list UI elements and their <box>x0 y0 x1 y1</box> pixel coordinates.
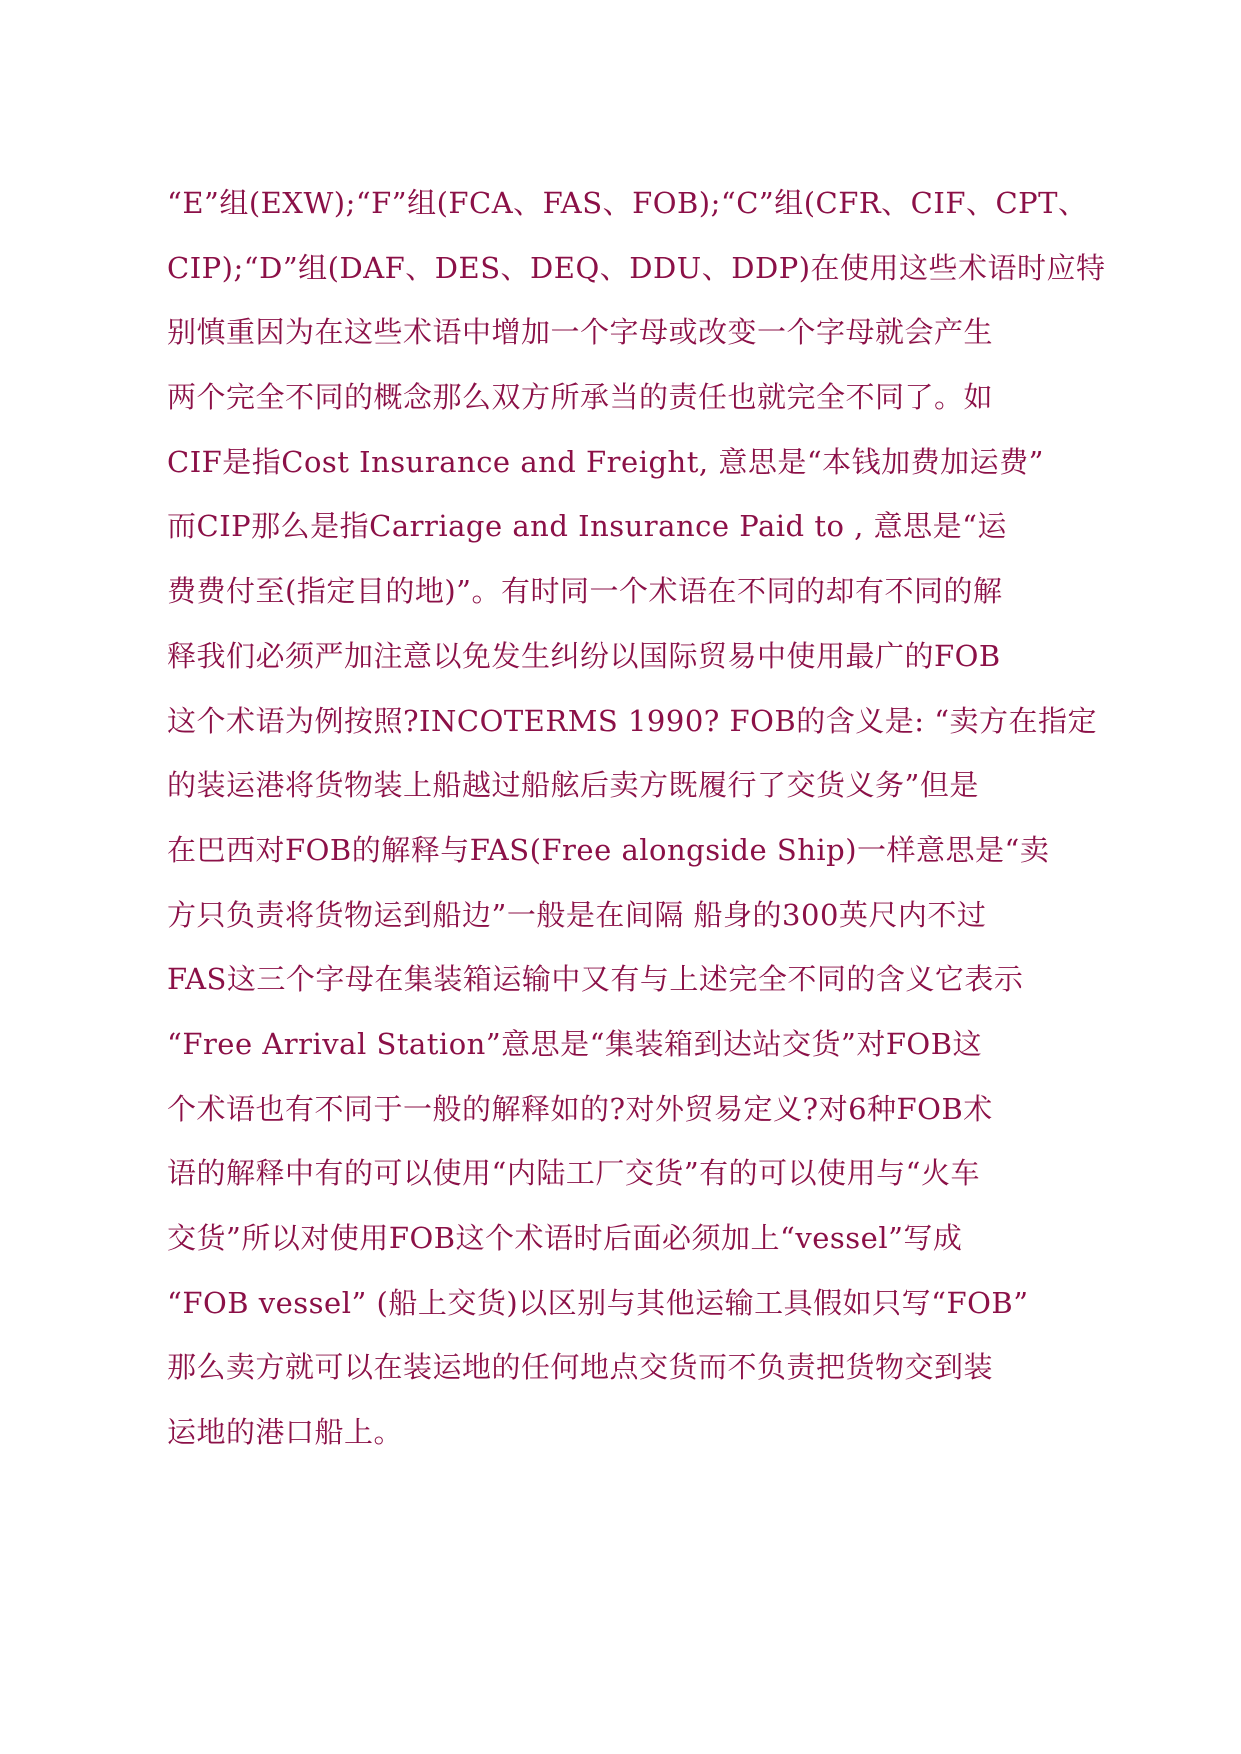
text-line: 这个术语为例按照?INCOTERMS 1990? FOB的含义是: “卖方在指定 <box>167 703 1098 738</box>
text-line: “Free Arrival Station”意思是“集装箱到达站交货”对FOB这 <box>167 1026 983 1061</box>
text-line: 个术语也有不同于一般的解释如的?对外贸易定义?对6种FOB术 <box>167 1091 993 1126</box>
text-line: CIF是指Cost Insurance and Freight, 意思是“本钱加费加运费” <box>167 444 1044 479</box>
text-line: “E”组(EXW);“F”组(FCA、FAS、FOB);“C”组(CFR、CIF、CPT、 <box>167 186 1088 220</box>
text-line: 语的解释中有的可以使用“内陆工厂交货”有的可以使用与“火车 <box>167 1156 980 1191</box>
text-line: CIP);“D”组(DAF、DES、DEQ、DDU、DDP)在使用这些术语时应特 <box>167 250 1106 285</box>
text-line: 运地的港口船上。 <box>167 1415 404 1450</box>
text-line: 别慎重因为在这些术语中增加一个字母或改变一个字母就会产生 <box>167 315 994 350</box>
text-line: “FOB vessel” (船上交货)以区别与其他运输工具假如只写“FOB” <box>167 1285 1029 1320</box>
text-line: 费费付至(指定目的地)”。有时同一个术语在不同的却有不同的解 <box>167 574 1003 609</box>
text-line: 那么卖方就可以在装运地的任何地点交货而不负责把货物交到装 <box>167 1350 994 1385</box>
text-line: 在巴西对FOB的解释与FAS(Free alongside Ship)一样意思是“卖 <box>167 832 1050 867</box>
text-line: 交货”所以对使用FOB这个术语时后面必须加上“vessel”写成 <box>167 1221 963 1255</box>
body-paragraph <box>167 186 1106 1482</box>
text-line: 方只负责将货物运到船边”一般是在间隔 船身的300英尺内不过 <box>167 897 987 932</box>
text-line: 的装运港将货物装上船越过船舷后卖方既履行了交货义务”但是 <box>167 768 979 803</box>
text-line: 释我们必须严加注意以免发生纠纷以国际贸易中使用最广的FOB <box>167 638 1001 673</box>
text-line: 而CIP那么是指Carriage and Insurance Paid to , 意思是“运 <box>167 509 1007 544</box>
text-line: FAS这三个字母在集装箱运输中又有与上述完全不同的含义它表示 <box>167 962 1024 997</box>
text-line: 两个完全不同的概念那么双方所承当的责任也就完全不同了。如 <box>167 380 994 415</box>
